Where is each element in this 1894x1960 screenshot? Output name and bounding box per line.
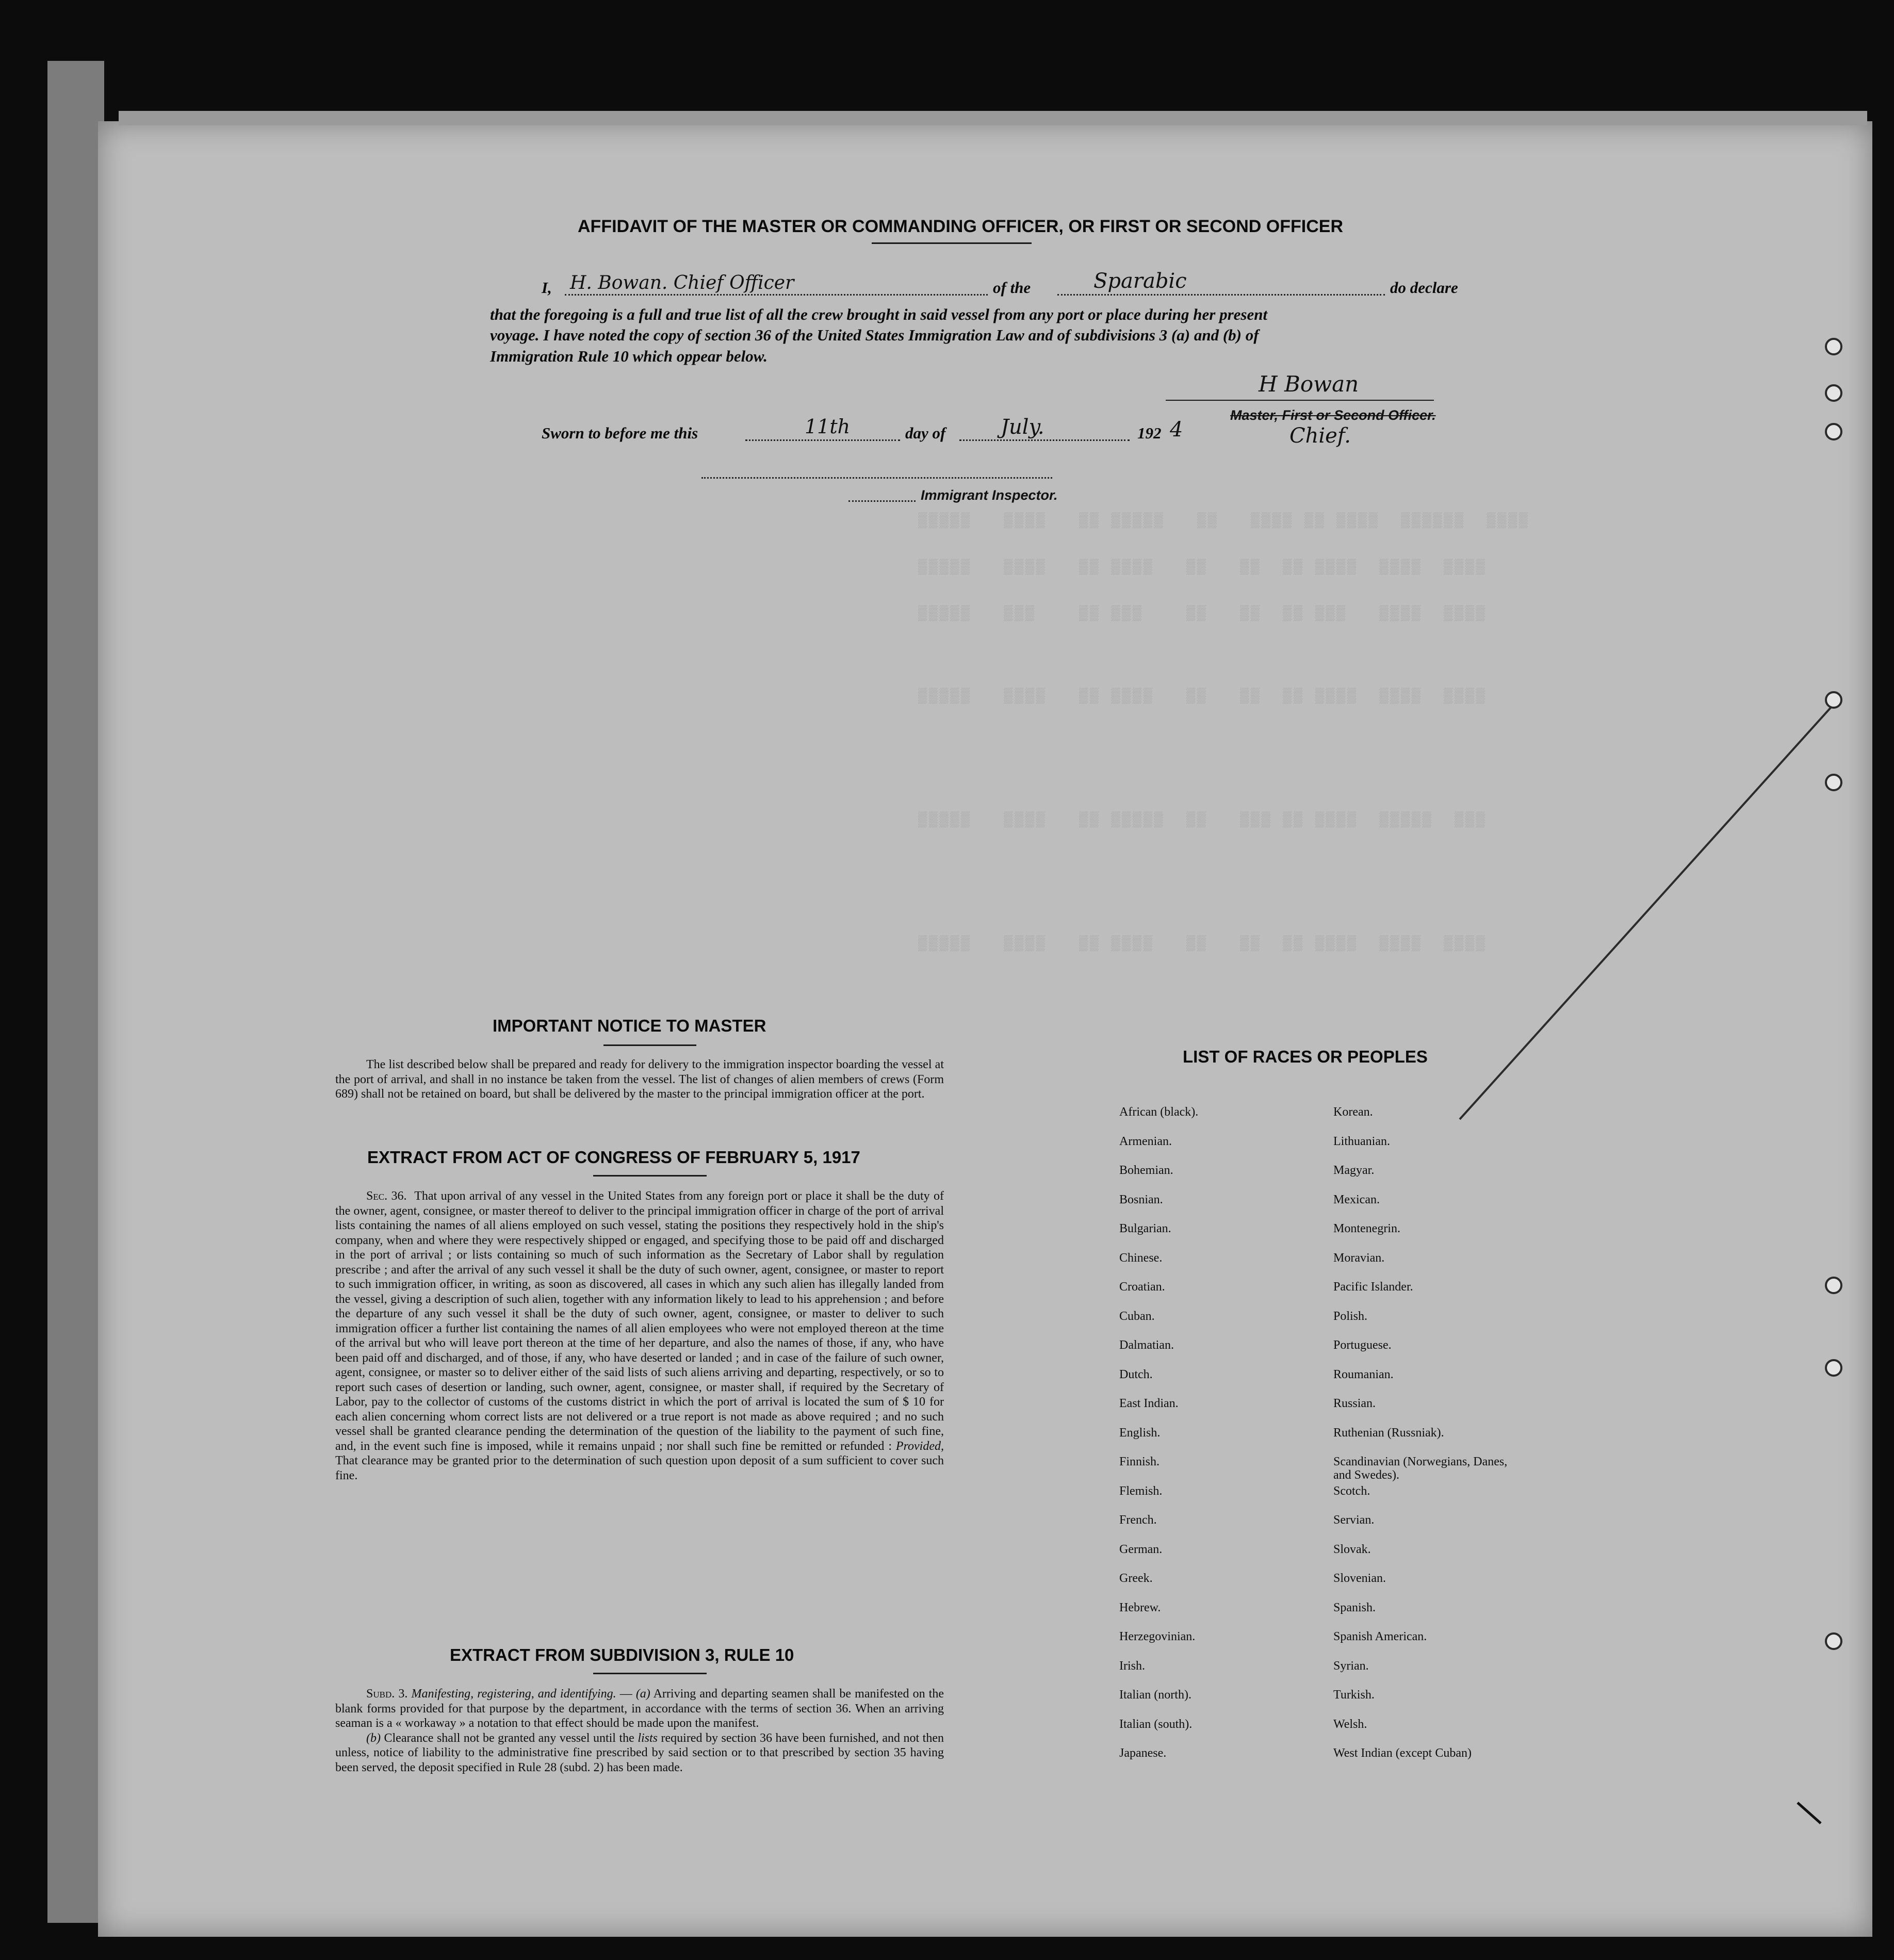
act-extract-paragraph bbox=[335, 1189, 944, 1483]
section-label: Sec. 36. bbox=[366, 1189, 407, 1203]
sworn-month: July. bbox=[1001, 415, 1044, 439]
proviso-text: That clearance may be granted prior to the determination of such question upon deposit of a sum sufficient to cover such fine. bbox=[335, 1454, 944, 1482]
race-item: Scandinavian (Norwegians, Danes, and Swedes). bbox=[1333, 1455, 1508, 1482]
race-item: Turkish. bbox=[1333, 1688, 1375, 1702]
race-item: Syrian. bbox=[1333, 1659, 1369, 1673]
signature-line bbox=[1166, 400, 1434, 401]
officer-signature: H Bowan bbox=[1259, 371, 1359, 397]
affidavit-of-the: of the bbox=[993, 279, 1031, 297]
race-item: Finnish. bbox=[1119, 1455, 1160, 1468]
sworn-day-line bbox=[745, 439, 900, 441]
race-item: Spanish American. bbox=[1333, 1630, 1427, 1643]
race-item: African (black). bbox=[1119, 1105, 1199, 1119]
race-item: Scotch. bbox=[1333, 1484, 1370, 1498]
race-item: Lithuanian. bbox=[1333, 1134, 1390, 1148]
punch-hole bbox=[1825, 1632, 1842, 1650]
rule-extract-text bbox=[335, 1687, 944, 1775]
subd-label: Subd. 3. bbox=[366, 1687, 408, 1701]
section-text: That upon arrival of any vessel in the United States from any foreign port or place it shall be the duty of the owner, agent, consignee, or master thereof to deliver to the principal immigration officer in charge of the port of arrival lists containing the names of all aliens employed on such vessel, stating the positions they respectively hold in the ship's company, when and where they were respectively shipped or engaged, and specifying those to be paid off and discharged in the port of arrival ; or lists containing so much of such information as the Secretary of Labor shall by regulation prescribe ; and after the arrival of any such vessel it shall be the duty of such owner, agent, consignee, or master to report to such immigration officer, in writing, as soon as discovered, all cases in which any such alien has illegally landed from the vessel, giving a description of such alien, together with any information likely to lead to his apprehension ; and before the departure of any such vessel it shall be the duty of such owner, agent, consignee, or master to deliver to such immigration officer a further list containing the names of all alien employees who were not employed thereon at the time of the arrival but who will leave port thereon at the time of her departure, and also the names of those, if any, who have been paid off and discharged, and of those, if any, who have deserted or landed ; and in case of the failure of such owner, agent, consignee, or master so to deliver either of the said lists of such aliens arriving and departing, respectively, or so to report such cases of desertion or landing, such owner, agent, consignee, or master shall, if required by the Secretary of Labor, pay to the collector of customs of the customs district in which the port of arrival is located the sum of $ 10 for each alien concerning whom correct lists are not delivered or a true report is not made as above required ; and no such vessel shall be granted clearance pending the determination of the question of the liability to the payment of such fine, and, in the event such fine is imposed, while it remains unpaid ; nor shall such fine be remitted or refunded : bbox=[335, 1189, 944, 1453]
affidavit-i: I, bbox=[542, 279, 552, 297]
race-item: Slovenian. bbox=[1333, 1572, 1386, 1585]
race-item: Chinese. bbox=[1119, 1251, 1163, 1265]
race-item: Servian. bbox=[1333, 1513, 1375, 1527]
race-item: Italian (south). bbox=[1119, 1717, 1193, 1731]
race-item: Roumanian. bbox=[1333, 1367, 1394, 1381]
subd-heading: Manifesting, registering, and identifying. bbox=[411, 1687, 616, 1701]
act-extract-text bbox=[335, 1189, 944, 1483]
affidavit-line-3: voyage. I have noted the copy of section 36 of the United States Immigration Law and of subdivisions 3 (a) and (b) of bbox=[490, 326, 1259, 344]
race-item: Bosnian. bbox=[1119, 1193, 1163, 1206]
affidavit-line-4: Immigration Rule 10 which oppear below. bbox=[490, 347, 768, 365]
punch-hole bbox=[1825, 384, 1842, 402]
punch-hole bbox=[1825, 1359, 1842, 1377]
sworn-year-prefix: 192 bbox=[1137, 424, 1162, 442]
race-item: Mexican. bbox=[1333, 1193, 1380, 1206]
punch-hole bbox=[1825, 423, 1842, 440]
race-item: English. bbox=[1119, 1426, 1161, 1440]
notice-paragraph: The list described below shall be prepared and ready for delivery to the immigration inspector boarding the vessel at the port of arrival, and shall in no instance be taken from the vessel. The list of changes of alien members of crews (Form 689) shall not be retained on board, but shall be delivered by the master to the principal immigration officer at the port. bbox=[335, 1058, 944, 1101]
rule-paragraph-a: Subd. 3. Manifesting, registering, and identifying. — (a) Arriving and departing seamen shall be manifested on the blank forms provided for that purpose by the department, in accordance with the terms of section 36. When an arriving seaman is a « workaway » a notation to that effect should be made upon the manifest. bbox=[335, 1687, 944, 1730]
race-item: Portuguese. bbox=[1333, 1338, 1392, 1352]
act-extract-title: EXTRACT FROM ACT OF CONGRESS OF FEBRUARY 5, 1917 bbox=[367, 1148, 860, 1167]
races-title: LIST OF RACES OR PEOPLES bbox=[1183, 1047, 1428, 1066]
affidavit-declare: do declare bbox=[1390, 279, 1458, 297]
affidavit-line-2: that the foregoing is a full and true list of all the crew brought in said vessel from any port or place during her present bbox=[490, 305, 1268, 323]
races-right-column bbox=[1333, 1105, 1519, 1776]
race-item: Korean. bbox=[1333, 1105, 1373, 1119]
subd-a-label: (a) bbox=[635, 1687, 650, 1701]
race-item: Montenegrin. bbox=[1333, 1222, 1400, 1235]
race-item: Italian (north). bbox=[1119, 1688, 1191, 1702]
bleed-through-text: ▒▒▒▒▒ ▒▒▒▒ ▒▒ ▒▒▒▒ ▒▒ ▒▒ ▒▒ ▒▒▒▒ ▒▒▒▒ ▒▒▒▒ bbox=[918, 936, 1487, 952]
sworn-day: 11th bbox=[805, 415, 851, 438]
race-item: Moravian. bbox=[1333, 1251, 1385, 1265]
subd-b-label: (b) bbox=[366, 1731, 381, 1745]
race-item: Magyar. bbox=[1333, 1164, 1375, 1177]
signature-caption: Master, First or Second Officer. bbox=[1230, 407, 1436, 423]
notice-text bbox=[335, 1057, 944, 1102]
notice-underline bbox=[603, 1044, 696, 1046]
race-item: Russian. bbox=[1333, 1397, 1376, 1410]
race-item: Armenian. bbox=[1119, 1134, 1172, 1148]
race-item: Flemish. bbox=[1119, 1484, 1163, 1498]
punch-hole bbox=[1825, 338, 1842, 355]
race-item: West Indian (except Cuban) bbox=[1333, 1746, 1472, 1760]
sworn-day-of: day of bbox=[905, 424, 946, 442]
race-item: Irish. bbox=[1119, 1659, 1145, 1673]
title-underline bbox=[872, 242, 1032, 244]
punch-hole bbox=[1825, 691, 1842, 709]
bleed-through-text: ▒▒▒▒▒ ▒▒▒▒ ▒▒ ▒▒▒▒ ▒▒ ▒▒ ▒▒ ▒▒▒▒ ▒▒▒▒ ▒▒▒▒ bbox=[918, 689, 1487, 705]
race-item: Slovak. bbox=[1333, 1542, 1371, 1556]
officer-name: H. Bowan. Chief Officer bbox=[570, 272, 794, 293]
race-item: Cuban. bbox=[1119, 1309, 1155, 1323]
race-item: Bulgarian. bbox=[1119, 1222, 1171, 1235]
inspector-signature-line bbox=[701, 477, 1052, 479]
punch-hole bbox=[1825, 1277, 1842, 1294]
race-item: Dalmatian. bbox=[1119, 1338, 1174, 1352]
proviso-word: Provided, bbox=[895, 1439, 944, 1453]
race-item: East Indian. bbox=[1119, 1397, 1179, 1410]
sworn-prefix: Sworn to before me this bbox=[542, 424, 698, 442]
sworn-year-digit: 4 bbox=[1170, 418, 1183, 442]
subd-b-text-2: required by section 36 have been furnished, and not then unless, notice of liability to the administrative fine prescribed by said section or to that prescribed by section 35 having been served, the deposit specified in Rule 28 (subd. 2) has been made. bbox=[335, 1731, 944, 1774]
race-item: Dutch. bbox=[1119, 1367, 1153, 1381]
officer-name-line bbox=[565, 294, 988, 296]
race-item: Pacific Islander. bbox=[1333, 1280, 1413, 1294]
subd-b-lists: lists bbox=[638, 1731, 658, 1745]
notice-title: IMPORTANT NOTICE TO MASTER bbox=[493, 1016, 766, 1035]
race-item: Ruthenian (Russniak). bbox=[1333, 1426, 1444, 1440]
signature-annotation: Chief. bbox=[1289, 424, 1351, 448]
race-item: Polish. bbox=[1333, 1309, 1368, 1323]
inspector-dotted-lead bbox=[848, 500, 916, 502]
race-item: Herzegovinian. bbox=[1119, 1630, 1196, 1643]
rule-paragraph-b bbox=[335, 1731, 944, 1775]
race-item: French. bbox=[1119, 1513, 1157, 1527]
bleed-through-text: ▒▒▒▒▒ ▒▒▒ ▒▒ ▒▒▒ ▒▒ ▒▒ ▒▒ ▒▒▒ ▒▒▒▒ ▒▒▒▒ bbox=[918, 606, 1487, 622]
bleed-through-text: ▒▒▒▒▒ ▒▒▒▒ ▒▒ ▒▒▒▒▒ ▒▒ ▒▒▒▒ ▒▒ ▒▒▒▒ ▒▒▒▒▒▒ ▒▒▒▒ bbox=[918, 513, 1530, 529]
act-extract-underline bbox=[593, 1175, 707, 1177]
race-item: Japanese. bbox=[1119, 1746, 1167, 1760]
rule-extract-title: EXTRACT FROM SUBDIVISION 3, RULE 10 bbox=[450, 1645, 794, 1664]
bleed-through-text: ▒▒▒▒▒ ▒▒▒▒ ▒▒ ▒▒▒▒ ▒▒ ▒▒ ▒▒ ▒▒▒▒ ▒▒▒▒ ▒▒▒▒ bbox=[918, 560, 1487, 576]
bleed-through-text: ▒▒▒▒▒ ▒▒▒▒ ▒▒ ▒▒▒▒▒ ▒▒ ▒▒▒ ▒▒ ▒▒▒▒ ▒▒▒▒▒ ▒▒▒ bbox=[918, 812, 1487, 828]
subd-b-text-1: Clearance shall not be granted any vessel until the bbox=[384, 1731, 634, 1745]
race-item: Greek. bbox=[1119, 1572, 1153, 1585]
vessel-name-line bbox=[1057, 294, 1385, 296]
race-item: German. bbox=[1119, 1542, 1163, 1556]
subd-a-text: Arriving and departing seamen shall be manifested on the blank forms provided for that purpose by the department, in accordance with the terms of section 36. When an arriving seaman is a « workaway » a notation to that effect should be made upon the manifest. bbox=[335, 1687, 944, 1730]
race-item: Welsh. bbox=[1333, 1717, 1367, 1731]
sworn-month-line bbox=[959, 439, 1130, 441]
race-item: Hebrew. bbox=[1119, 1600, 1161, 1614]
rule-extract-underline bbox=[593, 1673, 707, 1674]
punch-hole bbox=[1825, 774, 1842, 791]
race-item: Bohemian. bbox=[1119, 1164, 1173, 1177]
race-item: Spanish. bbox=[1333, 1600, 1376, 1614]
inspector-caption: Immigrant Inspector. bbox=[921, 487, 1058, 503]
race-item: Croatian. bbox=[1119, 1280, 1165, 1294]
races-left-column bbox=[1119, 1105, 1198, 1776]
vessel-name: Sparabic bbox=[1093, 269, 1187, 293]
affidavit-title: AFFIDAVIT OF THE MASTER OR COMMANDING OFFICER, OR FIRST OR SECOND OFFICER bbox=[578, 217, 1343, 236]
